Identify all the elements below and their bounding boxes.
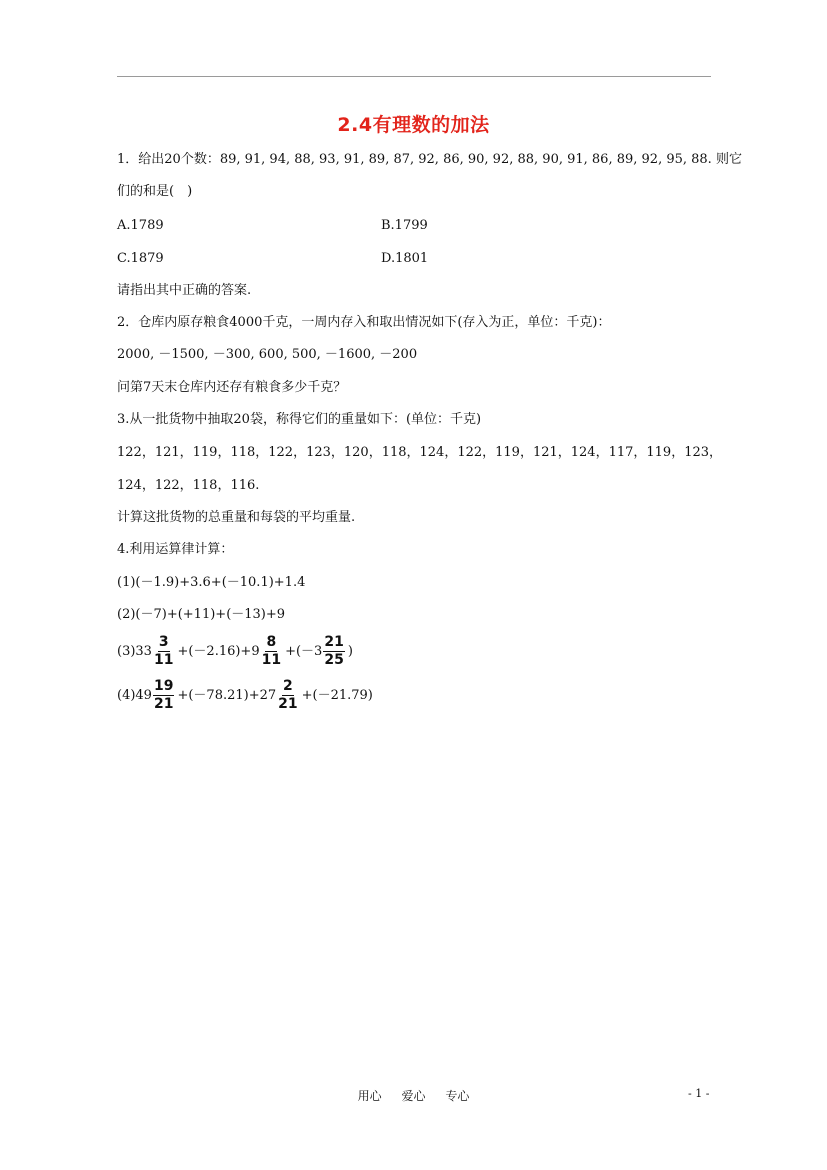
expr4-prefix: (4)49 <box>117 688 152 703</box>
q1-option-c: C.1879 <box>117 251 164 266</box>
q1-option-a: A.1789 <box>117 218 164 233</box>
fraction-denominator: 21 <box>153 696 174 712</box>
footer-text-2: 爱心 <box>401 1089 426 1103</box>
header-rule <box>117 76 711 77</box>
expr3-mid2: +(－3 <box>285 644 323 659</box>
q3-data2: 124，122，118，116. <box>117 478 260 493</box>
q2-question: 问第7天末仓库内还存有粮食多少千克？ <box>117 380 347 395</box>
expr3-mid1: +(－2.16)+9 <box>177 644 260 659</box>
fraction-numerator: 8 <box>266 634 277 650</box>
q3-data1: 122，121，119，118，122，123，120，118，124，122，119，121，124，117，119，123， <box>117 445 723 460</box>
fraction-denominator: 11 <box>153 652 174 668</box>
expr4-mid1: +(－78.21)+27 <box>177 688 277 703</box>
expr4-suffix: +(－21.79) <box>301 688 373 703</box>
fraction <box>277 678 298 713</box>
page-title: 2.4有理数的加法 <box>337 114 490 136</box>
footer-text-1: 用心 <box>357 1089 382 1103</box>
q1-line1: 1．给出20个数：89, 91, 94, 88, 93, 91, 89, 87, 92, 86, 90, 92, 88, 90, 91, 86, 89, 92, 95, 88. 则它 <box>117 152 742 167</box>
fraction <box>261 634 282 669</box>
q4-expr1: (1)(－1.9)+3.6+(－10.1)+1.4 <box>117 575 306 590</box>
q3-question: 计算这批货物的总重量和每袋的平均重量. <box>117 510 356 525</box>
q4-expr4 <box>117 678 373 713</box>
fraction-numerator: 2 <box>283 678 293 694</box>
expr3-suffix: ) <box>347 644 353 659</box>
fraction <box>323 634 344 669</box>
q1-option-b: B.1799 <box>381 218 428 233</box>
fraction <box>153 678 174 713</box>
fraction-denominator: 11 <box>261 652 282 668</box>
expr3-prefix: (3)33 <box>117 644 152 659</box>
q3-line1: 3.从一批货物中抽取20袋，称得它们的重量如下：(单位：千克) <box>117 412 482 427</box>
fraction-numerator: 19 <box>153 678 174 694</box>
fraction-numerator: 3 <box>158 634 169 650</box>
q2-line1: 2．仓库内原存粮食4000千克，一周内存入和取出情况如下(存入为正，单位：千克)： <box>117 315 611 330</box>
footer-text-3: 专心 <box>445 1089 470 1103</box>
q1-option-d: D.1801 <box>381 251 429 266</box>
page-number: - 1 - <box>688 1087 710 1100</box>
q1-instruction: 请指出其中正确的答案. <box>117 283 252 298</box>
fraction <box>153 634 174 669</box>
q4-line1: 4.利用运算律计算： <box>117 542 234 557</box>
q4-expr3 <box>117 634 353 669</box>
q4-expr2: (2)(－7)+(+11)+(－13)+9 <box>117 607 286 622</box>
q1-line2: 们的和是( ) <box>117 184 193 199</box>
fraction-denominator: 25 <box>324 652 344 668</box>
q2-data: 2000, －1500, －300, 600, 500, －1600, －200 <box>117 347 418 362</box>
fraction-numerator: 21 <box>324 634 344 650</box>
fraction-denominator: 21 <box>278 696 298 712</box>
